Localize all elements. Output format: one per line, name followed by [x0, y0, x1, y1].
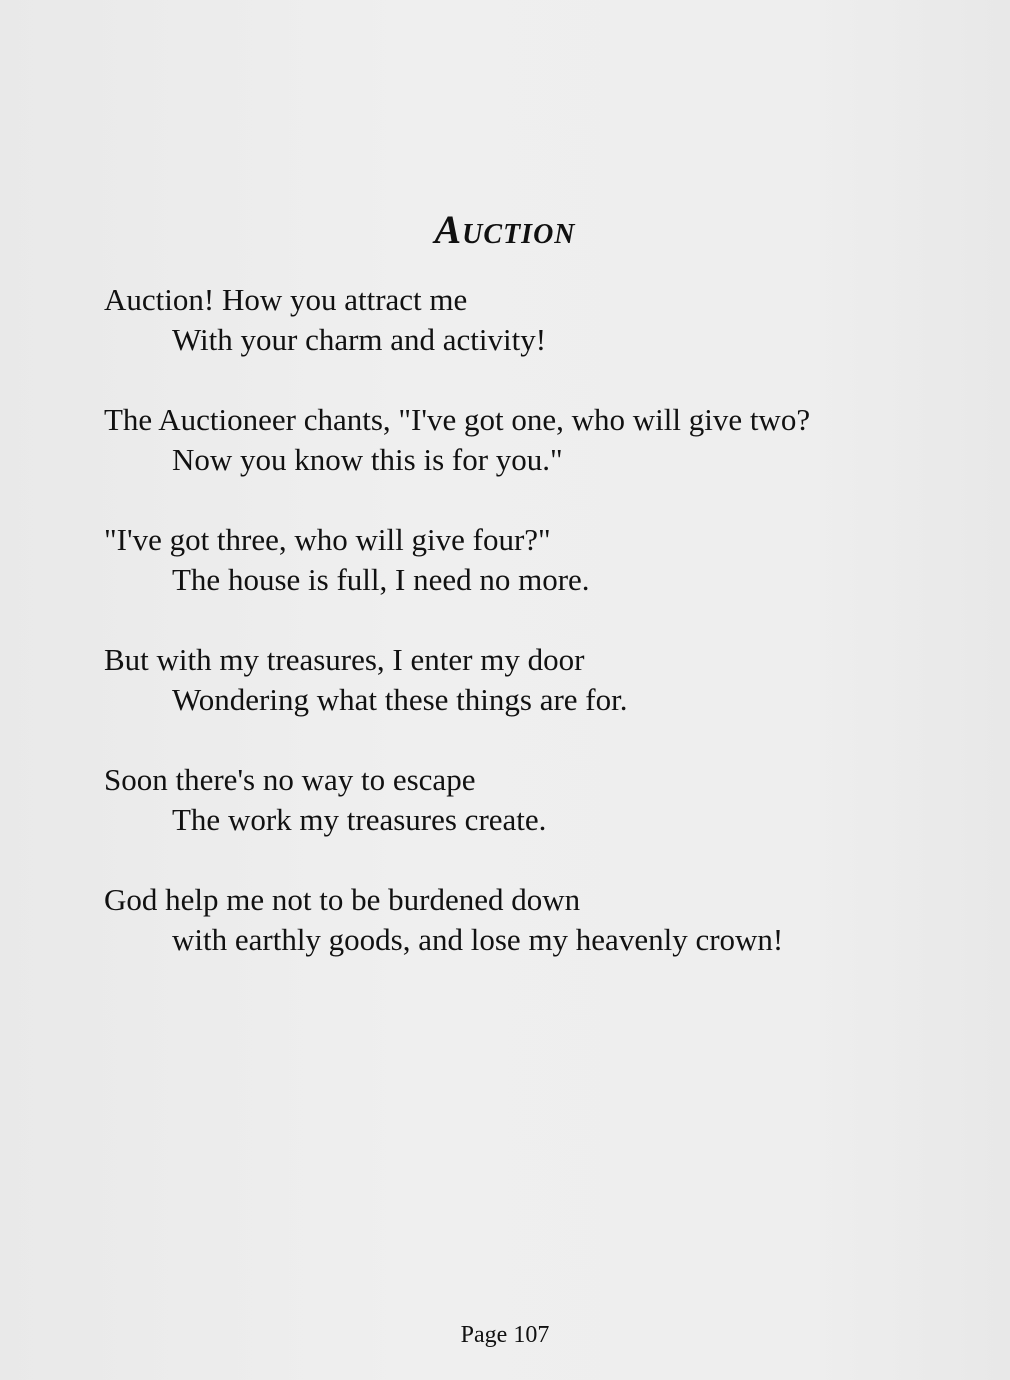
poem-body	[104, 280, 964, 1000]
poem-line: The Auctioneer chants, "I've got one, who will give two?	[104, 402, 811, 437]
title-rest: UCTION	[462, 219, 576, 251]
poem-line: "I've got three, who will give four?"	[104, 522, 551, 557]
page-number: Page 107	[460, 1322, 550, 1348]
stanza	[104, 520, 964, 600]
poem-line: But with my treasures, I enter my door	[104, 642, 585, 677]
title-first-letter: A	[434, 207, 463, 253]
stanza	[104, 400, 964, 480]
poem-line: Soon there's no way to escape	[104, 762, 476, 797]
poem-title	[0, 206, 1010, 253]
poem-line: The work my treasures create.	[172, 802, 547, 837]
poem-line: With your charm and activity!	[172, 322, 547, 357]
poem-line: Wondering what these things are for.	[172, 682, 628, 717]
poem-line: with earthly goods, and lose my heavenly crown!	[172, 922, 784, 957]
stanza	[104, 880, 964, 960]
poem-line: Auction! How you attract me	[104, 282, 468, 317]
stanza	[104, 760, 964, 840]
poem-line: God help me not to be burdened down	[104, 882, 581, 917]
poem-line: Now you know this is for you."	[172, 442, 563, 477]
poem-line: The house is full, I need no more.	[172, 562, 590, 597]
stanza	[104, 280, 964, 360]
stanza	[104, 640, 964, 720]
